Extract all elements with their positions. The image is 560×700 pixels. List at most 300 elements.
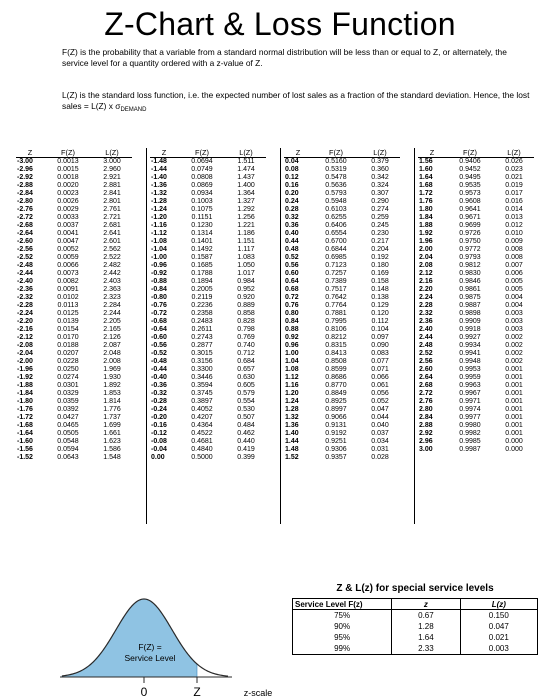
table-row	[418, 262, 534, 270]
z-value: 1.40	[285, 430, 299, 437]
table-row	[418, 414, 534, 422]
axis-zero-label: 0	[140, 685, 148, 699]
lz-value: 2.482	[103, 262, 121, 269]
z-value: 1.36	[285, 422, 299, 429]
table-row	[150, 390, 266, 398]
z-value: 1.48	[285, 446, 299, 453]
fz-value: 0.7389	[325, 278, 347, 285]
table-row	[150, 230, 266, 238]
fz-value: 0.1230	[191, 222, 213, 229]
z-table-header: Z	[418, 148, 446, 158]
table-row	[284, 430, 400, 438]
table-row	[150, 206, 266, 214]
z-table-header: F(Z)	[44, 148, 92, 158]
z-value: 1.20	[285, 390, 299, 397]
lz-value: 2.881	[103, 182, 121, 189]
fz-value: 0.0073	[57, 270, 79, 277]
table-row	[418, 310, 534, 318]
z-table-header: Z	[16, 148, 44, 158]
fz-value: 0.8508	[325, 358, 347, 365]
z-value: -0.12	[151, 430, 167, 437]
lz-value: 0.192	[371, 254, 389, 261]
service-level-value: 99%	[293, 643, 392, 655]
lz-value: 2.165	[103, 326, 121, 333]
lz-value: 0.630	[237, 374, 255, 381]
z-value: 1.32	[285, 414, 299, 421]
z-value: -1.56	[17, 446, 33, 453]
lz-value: 0.052	[371, 398, 389, 405]
table-row	[284, 230, 400, 238]
lz-value: 0.044	[371, 414, 389, 421]
fz-value: 0.8770	[325, 382, 347, 389]
fz-value: 0.9131	[325, 422, 347, 429]
fz-value: 0.2005	[191, 286, 213, 293]
lz-value: 1.699	[103, 422, 121, 429]
fz-value: 0.9671	[459, 214, 481, 221]
lz-value: 0.008	[505, 254, 523, 261]
table-row	[16, 334, 132, 342]
fz-value: 0.2877	[191, 342, 213, 349]
service-level-value: 75%	[293, 610, 392, 622]
table-row	[150, 374, 266, 382]
lz-value: 0.047	[371, 406, 389, 413]
z-value: -3.00	[17, 158, 33, 165]
fz-value: 0.9573	[459, 190, 481, 197]
z-value: -0.44	[151, 366, 167, 373]
lz-value: 0.002	[505, 350, 523, 357]
lz-value: 0.003	[505, 310, 523, 317]
fz-value: 0.0329	[57, 390, 79, 397]
lz-value: 1.586	[103, 446, 121, 453]
description-lz-text: L(Z) is the standard loss function, i.e. the expected number of lost sales as a fraction of the standard deviation. Hence, the lost sales = L(Z) x σ	[62, 90, 530, 111]
table-row	[418, 326, 534, 334]
z-value: 0.80	[285, 310, 299, 317]
z-value: -2.00	[17, 358, 33, 365]
table-row	[418, 158, 534, 167]
table-row	[150, 430, 266, 438]
special-header-service-level: Service Level F(z)	[293, 599, 392, 610]
table-row	[150, 310, 266, 318]
lz-value: 1.437	[237, 174, 255, 181]
z-value: 1.28	[392, 621, 460, 632]
lz-value: 0.001	[505, 422, 523, 429]
fz-value: 0.9974	[459, 406, 481, 413]
fz-value: 0.5478	[325, 174, 347, 181]
table-row	[284, 326, 400, 334]
lz-value: 2.442	[103, 270, 121, 277]
z-table-4	[418, 148, 534, 454]
lz-value: 0.031	[371, 446, 389, 453]
lz-value: 0.360	[371, 166, 389, 173]
table-row	[150, 214, 266, 222]
z-value: 1.64	[392, 632, 460, 643]
table-row	[16, 366, 132, 374]
fz-value: 0.0643	[57, 454, 79, 461]
z-value: -2.44	[17, 270, 33, 277]
lz-value: 0.419	[237, 446, 255, 453]
fz-value: 0.0694	[191, 158, 213, 165]
table-row	[16, 158, 132, 167]
table-row	[16, 342, 132, 350]
fz-value: 0.0013	[57, 158, 79, 165]
fz-value: 0.0033	[57, 214, 79, 221]
fz-value: 0.0125	[57, 310, 79, 317]
lz-value: 2.522	[103, 254, 121, 261]
lz-value: 2.801	[103, 198, 121, 205]
table-row	[150, 174, 266, 182]
table-row	[293, 621, 538, 632]
table-row	[418, 430, 534, 438]
lz-value: 0.657	[237, 366, 255, 373]
lz-value: 1.853	[103, 390, 121, 397]
table-row	[284, 334, 400, 342]
fz-value: 0.7764	[325, 302, 347, 309]
table-row	[150, 398, 266, 406]
fz-value: 0.2119	[191, 294, 213, 301]
lz-value: 1.186	[237, 230, 255, 237]
table-row	[284, 422, 400, 430]
fz-value: 0.9452	[459, 166, 481, 173]
table-row	[418, 270, 534, 278]
table-row	[284, 246, 400, 254]
fz-value: 0.9726	[459, 230, 481, 237]
lz-value: 1.327	[237, 198, 255, 205]
fz-value: 0.6700	[325, 238, 347, 245]
z-value: -2.48	[17, 262, 33, 269]
table-row	[16, 422, 132, 430]
z-value: 2.16	[419, 278, 433, 285]
lz-value: 0.530	[237, 406, 255, 413]
fz-value: 0.4522	[191, 430, 213, 437]
lz-value: 0.003	[505, 318, 523, 325]
fz-value: 0.5636	[325, 182, 347, 189]
fz-value: 0.5319	[325, 166, 347, 173]
table-row	[150, 190, 266, 198]
z-value: 0.36	[285, 222, 299, 229]
z-value: 2.20	[419, 286, 433, 293]
z-value: 1.80	[419, 206, 433, 213]
fz-value: 0.3745	[191, 390, 213, 397]
fz-value: 0.9980	[459, 422, 481, 429]
fz-value: 0.9948	[459, 358, 481, 365]
table-row	[150, 438, 266, 446]
z-value: -1.16	[151, 222, 167, 229]
fz-value: 0.0052	[57, 246, 79, 253]
fz-value: 0.1003	[191, 198, 213, 205]
fz-value: 0.7642	[325, 294, 347, 301]
z-value: 1.60	[419, 166, 433, 173]
lz-value: 0.740	[237, 342, 255, 349]
special-table-title: Z & L(z) for special service levels	[336, 583, 494, 594]
fz-value: 0.3300	[191, 366, 213, 373]
z-value: -2.24	[17, 310, 33, 317]
lz-value: 1.661	[103, 430, 121, 437]
lz-value: 0.554	[237, 398, 255, 405]
table-row	[284, 278, 400, 286]
lz-value: 0.379	[371, 158, 389, 165]
fz-value: 0.1788	[191, 270, 213, 277]
table-row	[16, 230, 132, 238]
table-row	[284, 438, 400, 446]
fz-value: 0.9357	[325, 454, 347, 461]
lz-value: 0.026	[505, 158, 523, 165]
lz-value: 0.071	[371, 366, 389, 373]
z-value: 2.24	[419, 294, 433, 301]
lz-value: 0.005	[505, 278, 523, 285]
lz-value: 0.097	[371, 334, 389, 341]
table-row	[150, 334, 266, 342]
table-row	[150, 166, 266, 174]
z-value: -2.80	[17, 198, 33, 205]
table-row	[16, 398, 132, 406]
table-row	[16, 406, 132, 414]
table-row	[16, 318, 132, 326]
lz-value: 0.061	[371, 382, 389, 389]
z-value: -1.68	[17, 422, 33, 429]
z-value: -2.04	[17, 350, 33, 357]
z-value: 2.36	[419, 318, 433, 325]
fz-value: 0.4207	[191, 414, 213, 421]
lz-value: 0.002	[505, 358, 523, 365]
lz-value: 2.841	[103, 190, 121, 197]
table-row	[284, 374, 400, 382]
z-value: -2.56	[17, 246, 33, 253]
service-level-value: 90%	[293, 621, 392, 632]
lz-value: 0.010	[505, 230, 523, 237]
z-value: 1.16	[285, 382, 299, 389]
table-row	[293, 610, 538, 622]
z-value: 1.08	[285, 366, 299, 373]
fz-value: 0.4364	[191, 422, 213, 429]
fz-value: 0.8849	[325, 390, 347, 397]
lz-value: 1.364	[237, 190, 255, 197]
fz-value: 0.9967	[459, 390, 481, 397]
lz-value: 2.403	[103, 278, 121, 285]
table-row	[284, 366, 400, 374]
lz-value: 0.307	[371, 190, 389, 197]
table-row	[418, 390, 534, 398]
z-value: -0.88	[151, 278, 167, 285]
z-value: -0.08	[151, 438, 167, 445]
fz-value: 0.9641	[459, 206, 481, 213]
z-table-header: L(Z)	[494, 148, 534, 158]
lz-value: 2.244	[103, 310, 121, 317]
table-row	[418, 398, 534, 406]
table-row	[16, 206, 132, 214]
fz-value: 0.9066	[325, 414, 347, 421]
fz-value: 0.1075	[191, 206, 213, 213]
table-row	[150, 382, 266, 390]
table-row	[284, 350, 400, 358]
table-row	[16, 166, 132, 174]
z-value: -0.80	[151, 294, 167, 301]
lz-value: 1.083	[237, 254, 255, 261]
table-row	[16, 182, 132, 190]
z-value: 0.52	[285, 254, 299, 261]
lz-value: 0.129	[371, 302, 389, 309]
fz-value: 0.8997	[325, 406, 347, 413]
table-row	[418, 278, 534, 286]
table-row	[418, 238, 534, 246]
fz-value: 0.9959	[459, 374, 481, 381]
fz-value: 0.9982	[459, 430, 481, 437]
z-value: 0.04	[285, 158, 299, 165]
z-value: 0.84	[285, 318, 299, 325]
table-row	[150, 222, 266, 230]
lz-value: 2.601	[103, 238, 121, 245]
z-table-1	[16, 148, 132, 462]
z-value: 1.72	[419, 190, 433, 197]
lz-value: 0.920	[237, 294, 255, 301]
lz-value: 0.003	[505, 326, 523, 333]
fz-value: 0.0427	[57, 414, 79, 421]
z-value: 0.56	[285, 262, 299, 269]
z-value: 0.20	[285, 190, 299, 197]
fz-value: 0.1151	[191, 214, 213, 221]
z-value: -0.28	[151, 398, 167, 405]
fz-value: 0.3446	[191, 374, 213, 381]
lz-value: 2.126	[103, 334, 121, 341]
z-value: 0.28	[285, 206, 299, 213]
lz-value: 0.077	[371, 358, 389, 365]
z-value: 0.08	[285, 166, 299, 173]
z-table-header: L(Z)	[92, 148, 132, 158]
normal-curve-diagram	[0, 584, 300, 700]
table-row	[284, 382, 400, 390]
lz-value: 0.007	[505, 262, 523, 269]
lz-value: 2.681	[103, 222, 121, 229]
z-value: -2.60	[17, 238, 33, 245]
fz-value: 0.0301	[57, 382, 79, 389]
z-value: 1.92	[419, 230, 433, 237]
fz-value: 0.9971	[459, 398, 481, 405]
fz-value: 0.0749	[191, 166, 213, 173]
page-title: Z-Chart & Loss Function	[104, 6, 456, 42]
table-row	[284, 310, 400, 318]
lz-value: 2.721	[103, 214, 121, 221]
z-value: 2.76	[419, 398, 433, 405]
table-row	[284, 206, 400, 214]
z-value: -2.12	[17, 334, 33, 341]
lz-value: 1.474	[237, 166, 255, 173]
lz-value: 0.001	[505, 406, 523, 413]
axis-scale-label: z-scale	[243, 688, 273, 698]
z-value: 1.56	[419, 158, 433, 165]
lz-value: 0.440	[237, 438, 255, 445]
lz-value: 0.066	[371, 374, 389, 381]
lz-value: 1.256	[237, 214, 255, 221]
fz-value: 0.9306	[325, 446, 347, 453]
fz-value: 0.9812	[459, 262, 481, 269]
z-value: 2.92	[419, 430, 433, 437]
table-row	[418, 198, 534, 206]
z-table-3	[284, 148, 400, 462]
lz-value: 0.769	[237, 334, 255, 341]
fz-value: 0.2743	[191, 334, 213, 341]
z-value: -2.40	[17, 278, 33, 285]
fz-value: 0.2236	[191, 302, 213, 309]
lz-value: 0.008	[505, 246, 523, 253]
z-table-header: L(Z)	[360, 148, 400, 158]
z-value: -0.36	[151, 382, 167, 389]
fz-value: 0.9861	[459, 286, 481, 293]
table-row	[284, 294, 400, 302]
z-value: 1.12	[285, 374, 299, 381]
z-value: 2.56	[419, 358, 433, 365]
z-value: 1.76	[419, 198, 433, 205]
table-row	[284, 446, 400, 454]
z-value: -0.64	[151, 326, 167, 333]
fz-value: 0.9192	[325, 430, 347, 437]
lz-value: 2.641	[103, 230, 121, 237]
z-value: -0.20	[151, 414, 167, 421]
fz-value: 0.0041	[57, 230, 79, 237]
lz-value: 0.004	[505, 294, 523, 301]
z-value: 1.96	[419, 238, 433, 245]
table-row	[418, 374, 534, 382]
lz-value: 1.930	[103, 374, 121, 381]
lz-value: 0.112	[371, 318, 389, 325]
z-value: 2.32	[419, 310, 433, 317]
fz-value: 0.5948	[325, 198, 347, 205]
table-row	[150, 406, 266, 414]
fz-value: 0.4681	[191, 438, 213, 445]
lz-value: 0.798	[237, 326, 255, 333]
table-row	[284, 174, 400, 182]
fz-value: 0.9987	[459, 446, 481, 453]
lz-value: 2.761	[103, 206, 121, 213]
fz-value: 0.9750	[459, 238, 481, 245]
fz-value: 0.0170	[57, 334, 79, 341]
lz-value: 0.000	[505, 438, 523, 445]
lz-value: 0.021	[460, 632, 537, 643]
fz-value: 0.9535	[459, 182, 481, 189]
table-row	[418, 294, 534, 302]
z-value: -2.20	[17, 318, 33, 325]
table-row	[284, 182, 400, 190]
lz-value: 1.117	[237, 246, 255, 253]
fz-value: 0.3015	[191, 350, 213, 357]
table-row	[418, 166, 534, 174]
table-row	[150, 198, 266, 206]
table-row	[16, 286, 132, 294]
z-value: 2.60	[419, 366, 433, 373]
z-value: 0.12	[285, 174, 299, 181]
z-value: 2.84	[419, 414, 433, 421]
fz-value: 0.2358	[191, 310, 213, 317]
z-value: 2.33	[392, 643, 460, 655]
table-row	[150, 262, 266, 270]
table-row	[150, 254, 266, 262]
z-value: -1.88	[17, 382, 33, 389]
fz-value: 0.0020	[57, 182, 79, 189]
table-row	[418, 214, 534, 222]
z-value: 2.80	[419, 406, 433, 413]
lz-value: 0.148	[371, 286, 389, 293]
lz-value: 0.000	[505, 446, 523, 453]
z-value: 2.48	[419, 342, 433, 349]
table-row	[150, 246, 266, 254]
table-row	[284, 454, 400, 462]
table-row	[16, 174, 132, 182]
fz-value: 0.9875	[459, 294, 481, 301]
z-value: -2.16	[17, 326, 33, 333]
fz-value: 0.0091	[57, 286, 79, 293]
z-value: 0.92	[285, 334, 299, 341]
lz-value: 0.028	[371, 454, 389, 461]
z-table-header: F(Z)	[446, 148, 494, 158]
table-row	[284, 166, 400, 174]
